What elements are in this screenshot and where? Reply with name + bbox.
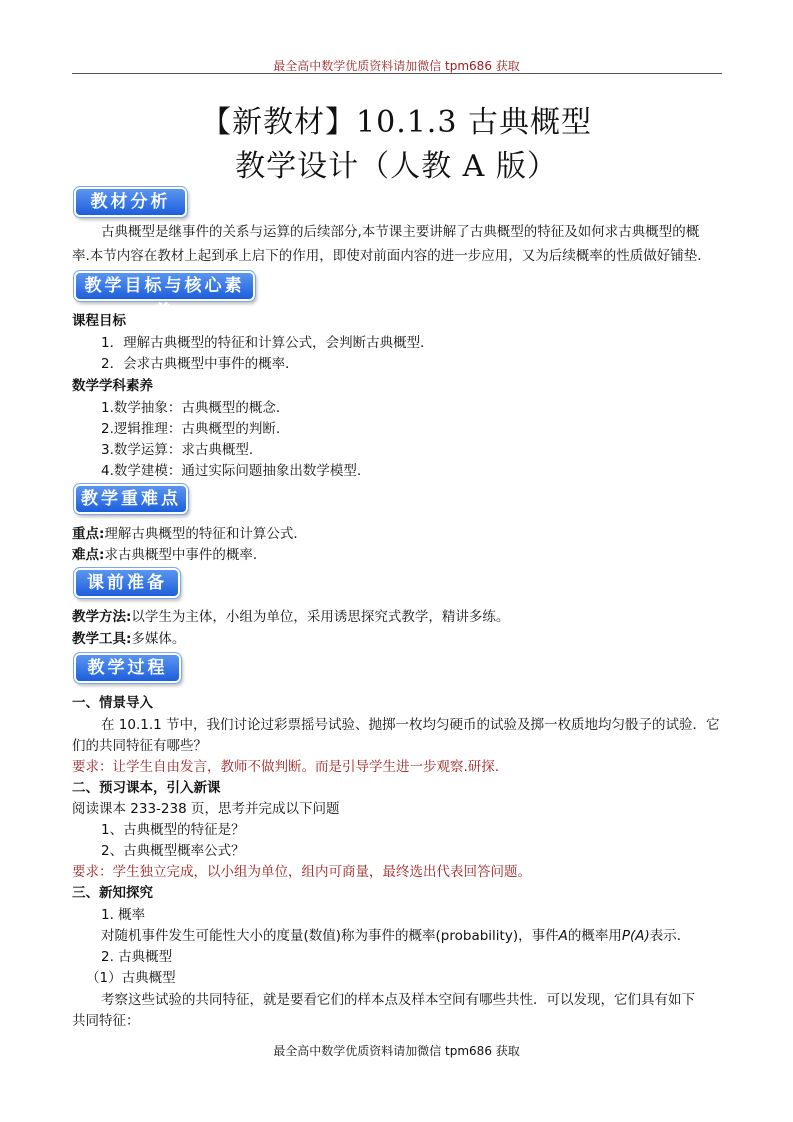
page-header: 最全高中数学优质资料请加微信 tpm686 获取 [273,59,520,73]
document-title: 【新教材】10.1.3 古典概型 [201,105,592,140]
classical-model-paragraph-line1: 考察这些试验的共同特征，就是要看它们的样本点及样本空间有哪些共性．可以发现，它们具有如下 [101,992,695,1008]
probability-notation: P(A) [621,928,650,944]
probability-definition-mid: 的概率用 [567,928,622,944]
teaching-method-line [72,605,732,625]
teaching-tool-line [72,627,732,647]
header-divider [72,73,722,74]
process-heading-3: 三、新知探究 [72,885,153,901]
course-goal-2: 2．会求古典概型中事件的概率． [101,356,299,372]
difficult-point-label: 难点: [72,547,105,563]
subsection-classical-model: 2. 古典概型 [101,949,173,965]
process-heading-1: 一、情景导入 [72,695,153,711]
difficult-point-line [72,543,732,563]
literacy-item-4: 4.数学建模：通过实际问题抽象出数学模型. [101,463,362,479]
process-1-paragraph-line2: 们的共同特征有哪些？ [72,738,207,754]
process-heading-2: 二、预习课本，引入新课 [72,780,221,796]
process-2-question-1: 1、古典概型的特征是？ [101,822,245,838]
document-subtitle: 教学设计（人教 A 版） [235,149,558,184]
key-point-text: 理解古典概型的特征和计算公式． [104,526,307,542]
process-2-requirement: 要求：学生独立完成，以小组为单位，组内可商量，最终选出代表回答问题。 [72,864,531,880]
process-1-requirement: 要求：让学生自由发言，教师不做判断。而是引导学生进一步观察.研探. [72,759,500,775]
difficult-point-text: 求古典概型中事件的概率. [104,547,258,563]
teaching-tool-label: 教学工具: [72,631,132,647]
key-point-label: 重点: [72,526,105,542]
literacy-item-3: 3.数学运算：求古典概型. [101,442,254,458]
classical-model-paragraph-line2: 共同特征： [72,1013,140,1029]
teaching-method-text: 以学生为主体，小组为单位，采用诱思探究式教学，精讲多练。 [131,609,510,625]
literacy-item-2: 2.逻辑推理：古典概型的判断. [101,421,281,437]
analysis-paragraph-line1: 古典概型是继事件的关系与运算的后续部分,本节课主要讲解了古典概型的特征及如何求古典概型的概 [101,224,700,240]
analysis-paragraph-line2: 率.本节内容在教材上起到承上启下的作用，即使对前面内容的进一步应用，又为后续概率的性质做好铺垫. [72,248,702,264]
probability-definition-pre: 对随机事件发生可能性大小的度量(数值)称为事件的概率(probability)，事件 [101,928,559,944]
teaching-tool-text: 多媒体。 [131,631,186,647]
literacy-item-1: 1.数学抽象：古典概型的概念． [101,400,290,416]
teaching-method-label: 教学方法: [72,609,132,625]
key-point-line [72,522,732,542]
event-symbol: A [558,928,568,944]
course-goals-heading: 课程目标 [72,313,126,329]
section-badge-goals: 教学目标与核心素养 [76,273,253,299]
probability-definition [101,924,761,944]
subsection-classical-model-1: （1）古典概型 [86,970,176,986]
subsection-probability: 1. 概率 [101,907,146,923]
section-badge-analysis: 教材分析 [76,189,185,215]
section-badge-keypoints: 教学重难点 [76,486,186,512]
process-1-paragraph-line1: 在 10.1.1 节中，我们讨论过彩票摇号试验、抛掷一枚均匀硬币的试验及掷一枚质地均匀骰子的试验．它 [101,717,720,733]
section-badge-prep: 课前准备 [76,570,178,596]
section-badge-process: 教学过程 [76,655,179,681]
literacy-heading: 数学学科素养 [72,378,153,394]
course-goal-1: 1．理解古典概型的特征和计算公式，会判断古典概型． [101,335,434,351]
process-2-paragraph: 阅读课本 233-238 页，思考并完成以下问题 [72,801,340,817]
page-footer: 最全高中数学优质资料请加微信 tpm686 获取 [273,1044,520,1058]
probability-definition-post: 表示． [649,928,691,944]
process-2-question-2: 2、古典概型概率公式？ [101,843,245,859]
